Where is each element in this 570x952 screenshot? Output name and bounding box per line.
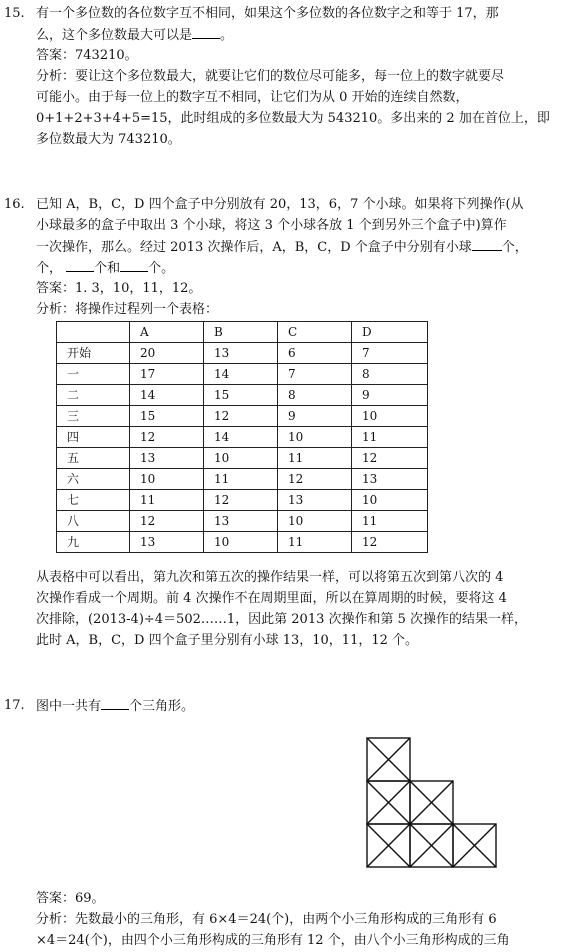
table-row bbox=[57, 532, 428, 553]
table-cell: 11 bbox=[352, 511, 428, 532]
table-row bbox=[57, 385, 428, 406]
question-16-analysis-line-2: 次操作看成一个周期。前 4 次操作不在周期里面，所以在算周期的时候，要将这 4 bbox=[36, 591, 507, 606]
question-16-stem-sep: 个， bbox=[36, 261, 63, 276]
question-17-analysis-line-2: ×4＝24(个)，由四个小三角形构成的三角形有 12 个，由八个小三角形构成的三角 bbox=[36, 933, 510, 948]
question-15-analysis-line-1: 分析：要让这个多位数最大，就要让它们的数位尽可能多，每一位上的数字就要尽 bbox=[36, 69, 505, 84]
table-row bbox=[57, 511, 428, 532]
table-cell: B bbox=[204, 322, 278, 343]
question-16-number: 16. bbox=[4, 197, 25, 212]
table-cell: 10 bbox=[130, 469, 204, 490]
question-15-number: 15. bbox=[4, 6, 25, 21]
question-17-number: 17. bbox=[4, 698, 25, 713]
table-cell: 12 bbox=[204, 490, 278, 511]
table-cell: 12 bbox=[278, 469, 352, 490]
table-header-row bbox=[57, 322, 428, 343]
table-cell: 12 bbox=[352, 448, 428, 469]
table-cell: 八 bbox=[57, 511, 130, 532]
table-cell: 12 bbox=[130, 427, 204, 448]
table-cell: 14 bbox=[204, 427, 278, 448]
table-cell: 9 bbox=[352, 385, 428, 406]
table-cell: 10 bbox=[352, 490, 428, 511]
question-17-stem-text: 图中一共有 bbox=[36, 699, 102, 714]
table-row bbox=[57, 469, 428, 490]
table-cell: 11 bbox=[352, 427, 428, 448]
table-cell: 11 bbox=[278, 448, 352, 469]
answer-blank bbox=[120, 259, 148, 272]
table-cell: 四 bbox=[57, 427, 130, 448]
table-cell: 12 bbox=[204, 406, 278, 427]
answer-blank bbox=[66, 259, 94, 272]
table-cell: 六 bbox=[57, 469, 130, 490]
table-row bbox=[57, 448, 428, 469]
operations-table bbox=[56, 321, 428, 553]
question-15-stem-line-1: 有一个多位数的各位数字互不相同，如果这个多位数的各位数字之和等于 17，那 bbox=[36, 6, 499, 21]
question-15-stem-end: 。 bbox=[220, 28, 234, 43]
table-cell: 7 bbox=[352, 343, 428, 364]
question-16-analysis-line-1: 从表格中可以看出，第九次和第五次的操作结果一样，可以将第五次到第八次的 4 bbox=[36, 570, 504, 585]
table-cell: 10 bbox=[278, 427, 352, 448]
answer-blank bbox=[472, 238, 502, 251]
table-cell: 10 bbox=[352, 406, 428, 427]
triangle-grid-figure bbox=[366, 737, 498, 869]
question-16-analysis-line-3: 次排除，(2013-4)÷4＝502……1，因此第 2013 次操作和第 5 次操作的结果一样， bbox=[36, 612, 528, 627]
table-row bbox=[57, 364, 428, 385]
question-15-analysis-line-4: 多位数最大为 743210。 bbox=[36, 132, 181, 147]
table-cell: 20 bbox=[130, 343, 204, 364]
question-15-analysis-line-3: 0+1+2+3+4+5=15，此时组成的多位数最大为 543210。多出来的 2 加在首位上，即 bbox=[36, 111, 550, 126]
question-17-analysis-line-1: 分析：先数最小的三角形，有 6×4＝24(个)，由两个小三角形构成的三角形有 6 bbox=[36, 912, 497, 927]
table-cell: 7 bbox=[278, 364, 352, 385]
table-row bbox=[57, 427, 428, 448]
question-16-stem-line-1: 已知 A，B，C，D 四个盒子中分别放有 20，13，6，7 个小球。如果将下列操作(从 bbox=[36, 197, 524, 212]
table-cell: 10 bbox=[204, 532, 278, 553]
question-16-analysis-intro: 分析：将操作过程列一个表格： bbox=[36, 302, 219, 317]
table-row bbox=[57, 490, 428, 511]
table-cell: 七 bbox=[57, 490, 130, 511]
question-16-stem-line-4 bbox=[36, 259, 174, 278]
question-16-stem-text: 一次操作，那么。经过 2013 次操作后，A，B，C，D 个盒子中分别有小球 bbox=[36, 240, 472, 255]
question-15-answer: 答案：743210。 bbox=[36, 48, 138, 63]
question-17-answer: 答案：69。 bbox=[36, 891, 105, 906]
table-cell: 15 bbox=[204, 385, 278, 406]
table-cell: 8 bbox=[278, 385, 352, 406]
table-cell: 12 bbox=[130, 511, 204, 532]
question-16-analysis-line-4: 此时 A，B，C，D 四个盒子里分别有小球 13，10，11，12 个。 bbox=[36, 633, 419, 648]
table-cell: 三 bbox=[57, 406, 130, 427]
question-17-stem bbox=[36, 697, 194, 716]
table-cell: D bbox=[352, 322, 428, 343]
question-16-stem-end: 个。 bbox=[148, 261, 175, 276]
table-cell: 13 bbox=[130, 532, 204, 553]
table-cell: 11 bbox=[278, 532, 352, 553]
question-16-stem-line-3 bbox=[36, 238, 528, 257]
table-cell: 13 bbox=[352, 469, 428, 490]
table-cell: 6 bbox=[278, 343, 352, 364]
table-cell: 14 bbox=[204, 364, 278, 385]
table-cell: 13 bbox=[130, 448, 204, 469]
table-cell: 14 bbox=[130, 385, 204, 406]
table-cell: C bbox=[278, 322, 352, 343]
table-cell: 10 bbox=[278, 511, 352, 532]
question-16-stem-sep: 个和 bbox=[94, 261, 121, 276]
table-cell: A bbox=[130, 322, 204, 343]
table-cell: 开始 bbox=[57, 343, 130, 364]
table-cell: 13 bbox=[204, 343, 278, 364]
question-15-stem-line-2 bbox=[36, 26, 233, 45]
table-row bbox=[57, 343, 428, 364]
table-cell: 10 bbox=[204, 448, 278, 469]
answer-blank bbox=[192, 26, 220, 39]
table-cell: 九 bbox=[57, 532, 130, 553]
table-cell: 17 bbox=[130, 364, 204, 385]
answer-blank bbox=[101, 697, 129, 710]
table-row bbox=[57, 406, 428, 427]
question-16-answer: 答案：1. 3，10，11，12。 bbox=[36, 281, 202, 296]
question-15-analysis-line-2: 可能小。由于每一位上的数字互不相同，让它们为从 0 开始的连续自然数， bbox=[36, 90, 469, 105]
question-17-stem-end: 个三角形。 bbox=[129, 699, 195, 714]
question-16-stem-sep: 个， bbox=[501, 240, 528, 255]
table-cell bbox=[57, 322, 130, 343]
table-cell: 11 bbox=[204, 469, 278, 490]
question-16-stem-line-2: 小球最多的盒子中取出 3 个小球，将这 3 个小球各放 1 个到另外三个盒子中)算作 bbox=[36, 218, 507, 233]
table-cell: 12 bbox=[352, 532, 428, 553]
table-cell: 8 bbox=[352, 364, 428, 385]
table-cell: 15 bbox=[130, 406, 204, 427]
table-cell: 13 bbox=[278, 490, 352, 511]
table-cell: 五 bbox=[57, 448, 130, 469]
table-cell: 一 bbox=[57, 364, 130, 385]
question-15-stem-text: 么，这个多位数最大可以是 bbox=[36, 28, 193, 43]
table-cell: 9 bbox=[278, 406, 352, 427]
table-cell: 11 bbox=[130, 490, 204, 511]
table-cell: 13 bbox=[204, 511, 278, 532]
table-cell: 二 bbox=[57, 385, 130, 406]
